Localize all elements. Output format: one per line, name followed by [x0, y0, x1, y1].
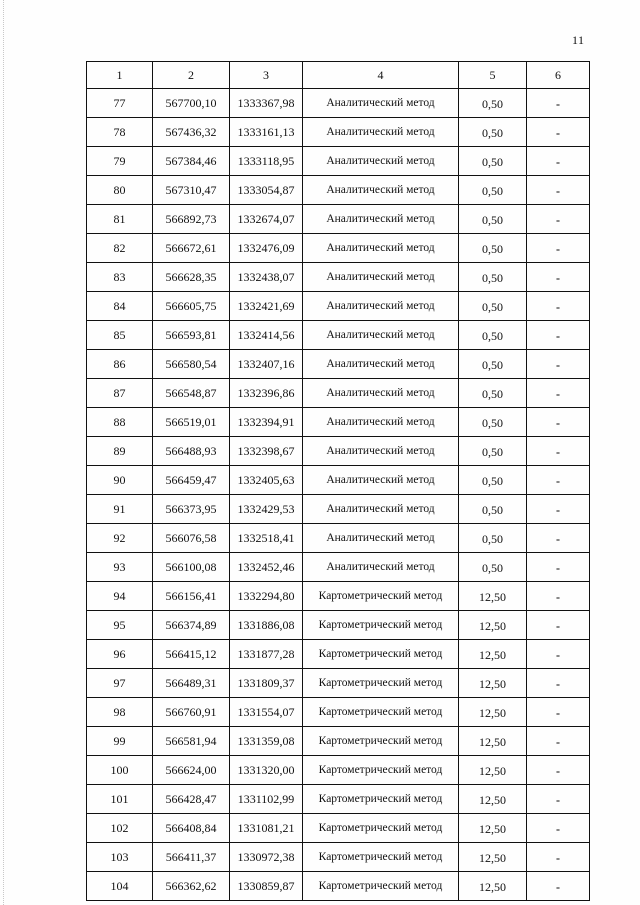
x-coordinate-cell: 566892,73	[153, 205, 230, 234]
point-number-cell: 92	[87, 524, 153, 553]
point-number-cell: 98	[87, 698, 153, 727]
table-row	[87, 176, 590, 205]
table-row	[87, 698, 590, 727]
x-coordinate-cell: 567700,10	[153, 89, 230, 118]
x-coordinate-cell: 567436,32	[153, 118, 230, 147]
y-coordinate-cell: 1332294,80	[230, 582, 303, 611]
method-cell: Аналитический метод	[303, 466, 459, 495]
note-cell: -	[527, 408, 590, 437]
accuracy-cell: 0,50	[459, 89, 527, 118]
method-cell: Картометрический метод	[303, 814, 459, 843]
y-coordinate-cell: 1332421,69	[230, 292, 303, 321]
point-number-cell: 95	[87, 611, 153, 640]
point-number-cell: 79	[87, 147, 153, 176]
accuracy-cell: 12,50	[459, 785, 527, 814]
note-cell: -	[527, 147, 590, 176]
column-header: 2	[153, 62, 230, 89]
y-coordinate-cell: 1332452,46	[230, 553, 303, 582]
accuracy-cell: 0,50	[459, 524, 527, 553]
y-coordinate-cell: 1331554,07	[230, 698, 303, 727]
table-body	[87, 89, 590, 901]
note-cell: -	[527, 669, 590, 698]
y-coordinate-cell: 1331886,08	[230, 611, 303, 640]
table-row	[87, 843, 590, 872]
accuracy-cell: 0,50	[459, 466, 527, 495]
y-coordinate-cell: 1332674,07	[230, 205, 303, 234]
note-cell: -	[527, 379, 590, 408]
note-cell: -	[527, 582, 590, 611]
method-cell: Аналитический метод	[303, 379, 459, 408]
x-coordinate-cell: 566076,58	[153, 524, 230, 553]
table-row	[87, 640, 590, 669]
x-coordinate-cell: 566519,01	[153, 408, 230, 437]
point-number-cell: 104	[87, 872, 153, 901]
table-row	[87, 727, 590, 756]
method-cell: Аналитический метод	[303, 553, 459, 582]
column-header: 6	[527, 62, 590, 89]
note-cell: -	[527, 350, 590, 379]
note-cell: -	[527, 321, 590, 350]
accuracy-cell: 0,50	[459, 176, 527, 205]
note-cell: -	[527, 176, 590, 205]
method-cell: Аналитический метод	[303, 176, 459, 205]
method-cell: Аналитический метод	[303, 408, 459, 437]
x-coordinate-cell: 566362,62	[153, 872, 230, 901]
point-number-cell: 85	[87, 321, 153, 350]
method-cell: Аналитический метод	[303, 437, 459, 466]
method-cell: Картометрический метод	[303, 582, 459, 611]
accuracy-cell: 12,50	[459, 611, 527, 640]
method-cell: Аналитический метод	[303, 321, 459, 350]
note-cell: -	[527, 263, 590, 292]
accuracy-cell: 0,50	[459, 234, 527, 263]
point-number-cell: 97	[87, 669, 153, 698]
x-coordinate-cell: 566428,47	[153, 785, 230, 814]
y-coordinate-cell: 1331320,00	[230, 756, 303, 785]
accuracy-cell: 12,50	[459, 669, 527, 698]
point-number-cell: 90	[87, 466, 153, 495]
method-cell: Аналитический метод	[303, 524, 459, 553]
method-cell: Аналитический метод	[303, 89, 459, 118]
note-cell: -	[527, 292, 590, 321]
x-coordinate-cell: 566408,84	[153, 814, 230, 843]
note-cell: -	[527, 843, 590, 872]
x-coordinate-cell: 566672,61	[153, 234, 230, 263]
method-cell: Картометрический метод	[303, 785, 459, 814]
accuracy-cell: 12,50	[459, 640, 527, 669]
y-coordinate-cell: 1331081,21	[230, 814, 303, 843]
method-cell: Аналитический метод	[303, 495, 459, 524]
point-number-cell: 84	[87, 292, 153, 321]
x-coordinate-cell: 566488,93	[153, 437, 230, 466]
method-cell: Картометрический метод	[303, 640, 459, 669]
accuracy-cell: 0,50	[459, 321, 527, 350]
y-coordinate-cell: 1331877,28	[230, 640, 303, 669]
point-number-cell: 103	[87, 843, 153, 872]
column-header: 5	[459, 62, 527, 89]
accuracy-cell: 0,50	[459, 292, 527, 321]
x-coordinate-cell: 566489,31	[153, 669, 230, 698]
accuracy-cell: 12,50	[459, 814, 527, 843]
x-coordinate-cell: 566411,37	[153, 843, 230, 872]
x-coordinate-cell: 566415,12	[153, 640, 230, 669]
accuracy-cell: 12,50	[459, 727, 527, 756]
note-cell: -	[527, 611, 590, 640]
y-coordinate-cell: 1332429,53	[230, 495, 303, 524]
point-number-cell: 78	[87, 118, 153, 147]
y-coordinate-cell: 1332518,41	[230, 524, 303, 553]
x-coordinate-cell: 566605,75	[153, 292, 230, 321]
table-row	[87, 466, 590, 495]
y-coordinate-cell: 1332405,63	[230, 466, 303, 495]
x-coordinate-cell: 566156,41	[153, 582, 230, 611]
table-row	[87, 582, 590, 611]
method-cell: Аналитический метод	[303, 234, 459, 263]
point-number-cell: 100	[87, 756, 153, 785]
point-number-cell: 80	[87, 176, 153, 205]
table-row	[87, 147, 590, 176]
point-number-cell: 91	[87, 495, 153, 524]
x-coordinate-cell: 567310,47	[153, 176, 230, 205]
y-coordinate-cell: 1332398,67	[230, 437, 303, 466]
column-header: 3	[230, 62, 303, 89]
point-number-cell: 88	[87, 408, 153, 437]
method-cell: Аналитический метод	[303, 292, 459, 321]
accuracy-cell: 12,50	[459, 872, 527, 901]
column-header: 4	[303, 62, 459, 89]
table-row	[87, 669, 590, 698]
accuracy-cell: 0,50	[459, 437, 527, 466]
note-cell: -	[527, 872, 590, 901]
y-coordinate-cell: 1330859,87	[230, 872, 303, 901]
point-number-cell: 94	[87, 582, 153, 611]
y-coordinate-cell: 1332396,86	[230, 379, 303, 408]
note-cell: -	[527, 553, 590, 582]
table-row	[87, 292, 590, 321]
method-cell: Картометрический метод	[303, 698, 459, 727]
note-cell: -	[527, 205, 590, 234]
y-coordinate-cell: 1332476,09	[230, 234, 303, 263]
table-row	[87, 321, 590, 350]
method-cell: Картометрический метод	[303, 669, 459, 698]
point-number-cell: 86	[87, 350, 153, 379]
point-number-cell: 87	[87, 379, 153, 408]
x-coordinate-cell: 566548,87	[153, 379, 230, 408]
accuracy-cell: 0,50	[459, 408, 527, 437]
table-row	[87, 263, 590, 292]
method-cell: Аналитический метод	[303, 263, 459, 292]
y-coordinate-cell: 1332414,56	[230, 321, 303, 350]
coordinates-table	[86, 61, 590, 901]
table-row	[87, 872, 590, 901]
scan-edge-line	[3, 0, 5, 905]
note-cell: -	[527, 785, 590, 814]
point-number-cell: 82	[87, 234, 153, 263]
y-coordinate-cell: 1333118,95	[230, 147, 303, 176]
note-cell: -	[527, 814, 590, 843]
point-number-cell: 99	[87, 727, 153, 756]
note-cell: -	[527, 524, 590, 553]
y-coordinate-cell: 1332438,07	[230, 263, 303, 292]
x-coordinate-cell: 566581,94	[153, 727, 230, 756]
method-cell: Картометрический метод	[303, 843, 459, 872]
accuracy-cell: 0,50	[459, 553, 527, 582]
accuracy-cell: 12,50	[459, 698, 527, 727]
y-coordinate-cell: 1331102,99	[230, 785, 303, 814]
y-coordinate-cell: 1331359,08	[230, 727, 303, 756]
table-row	[87, 524, 590, 553]
table-row	[87, 205, 590, 234]
method-cell: Картометрический метод	[303, 727, 459, 756]
accuracy-cell: 0,50	[459, 350, 527, 379]
accuracy-cell: 0,50	[459, 379, 527, 408]
x-coordinate-cell: 566459,47	[153, 466, 230, 495]
accuracy-cell: 0,50	[459, 495, 527, 524]
x-coordinate-cell: 566373,95	[153, 495, 230, 524]
note-cell: -	[527, 437, 590, 466]
y-coordinate-cell: 1331809,37	[230, 669, 303, 698]
page-number: 11	[572, 33, 585, 47]
accuracy-cell: 12,50	[459, 582, 527, 611]
x-coordinate-cell: 567384,46	[153, 147, 230, 176]
x-coordinate-cell: 566624,00	[153, 756, 230, 785]
note-cell: -	[527, 89, 590, 118]
table-row	[87, 495, 590, 524]
note-cell: -	[527, 118, 590, 147]
method-cell: Картометрический метод	[303, 756, 459, 785]
y-coordinate-cell: 1333054,87	[230, 176, 303, 205]
x-coordinate-cell: 566593,81	[153, 321, 230, 350]
accuracy-cell: 0,50	[459, 263, 527, 292]
table-row	[87, 379, 590, 408]
method-cell: Картометрический метод	[303, 872, 459, 901]
note-cell: -	[527, 234, 590, 263]
table-row	[87, 611, 590, 640]
point-number-cell: 93	[87, 553, 153, 582]
table-row	[87, 89, 590, 118]
table-row	[87, 756, 590, 785]
table-row	[87, 553, 590, 582]
note-cell: -	[527, 640, 590, 669]
y-coordinate-cell: 1333367,98	[230, 89, 303, 118]
note-cell: -	[527, 756, 590, 785]
point-number-cell: 96	[87, 640, 153, 669]
y-coordinate-cell: 1330972,38	[230, 843, 303, 872]
point-number-cell: 81	[87, 205, 153, 234]
method-cell: Аналитический метод	[303, 118, 459, 147]
x-coordinate-cell: 566628,35	[153, 263, 230, 292]
table-header	[87, 62, 590, 89]
y-coordinate-cell: 1332394,91	[230, 408, 303, 437]
table-row	[87, 118, 590, 147]
note-cell: -	[527, 698, 590, 727]
point-number-cell: 102	[87, 814, 153, 843]
x-coordinate-cell: 566100,08	[153, 553, 230, 582]
y-coordinate-cell: 1333161,13	[230, 118, 303, 147]
point-number-cell: 77	[87, 89, 153, 118]
table-row	[87, 814, 590, 843]
accuracy-cell: 0,50	[459, 147, 527, 176]
accuracy-cell: 0,50	[459, 205, 527, 234]
x-coordinate-cell: 566374,89	[153, 611, 230, 640]
note-cell: -	[527, 466, 590, 495]
method-cell: Картометрический метод	[303, 611, 459, 640]
point-number-cell: 83	[87, 263, 153, 292]
table-row	[87, 234, 590, 263]
x-coordinate-cell: 566580,54	[153, 350, 230, 379]
table-row	[87, 437, 590, 466]
accuracy-cell: 12,50	[459, 756, 527, 785]
column-header: 1	[87, 62, 153, 89]
method-cell: Аналитический метод	[303, 205, 459, 234]
note-cell: -	[527, 727, 590, 756]
table-row	[87, 785, 590, 814]
x-coordinate-cell: 566760,91	[153, 698, 230, 727]
accuracy-cell: 0,50	[459, 118, 527, 147]
table-row	[87, 350, 590, 379]
method-cell: Аналитический метод	[303, 147, 459, 176]
header-row	[87, 62, 590, 89]
table-row	[87, 408, 590, 437]
point-number-cell: 101	[87, 785, 153, 814]
accuracy-cell: 12,50	[459, 843, 527, 872]
y-coordinate-cell: 1332407,16	[230, 350, 303, 379]
point-number-cell: 89	[87, 437, 153, 466]
note-cell: -	[527, 495, 590, 524]
method-cell: Аналитический метод	[303, 350, 459, 379]
